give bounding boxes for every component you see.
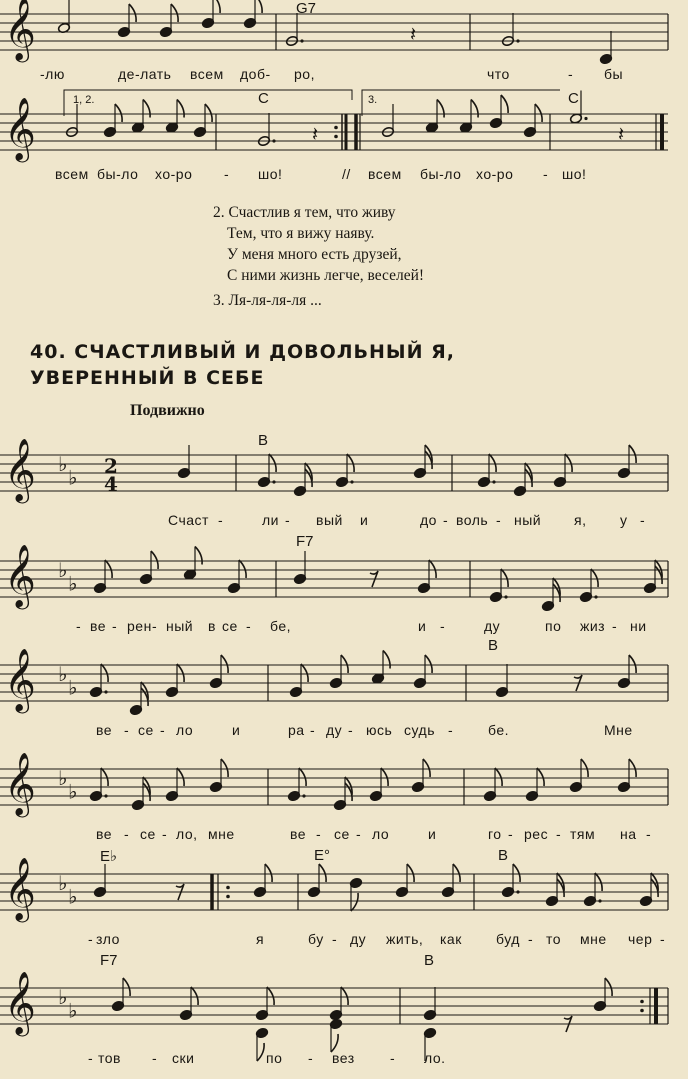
lyric-syllable: - xyxy=(160,722,166,738)
lyric-syllable: бе. xyxy=(488,722,510,738)
note-flag xyxy=(629,655,636,673)
volta-label: 1, 2. xyxy=(73,94,95,106)
lyric-syllable: по xyxy=(545,618,562,634)
note-flag xyxy=(171,4,178,22)
lyric-syllable: - xyxy=(285,512,291,528)
lyric-syllable: бе, xyxy=(270,618,292,634)
lyric-syllable: тов xyxy=(98,1050,121,1066)
lyric-syllable: у xyxy=(620,512,628,528)
lyric-syllable: - xyxy=(162,826,168,842)
note-flag xyxy=(565,454,572,472)
note-flag xyxy=(213,0,220,13)
lyric-syllable: шо! xyxy=(562,166,587,182)
lyric-syllable: что xyxy=(487,66,510,82)
note-flag xyxy=(123,978,130,996)
repeat-dot xyxy=(226,886,230,890)
lyric-syllable: жить, xyxy=(386,931,424,947)
note-flag xyxy=(239,560,246,578)
note-flag xyxy=(501,95,508,113)
treble-clef-icon: 𝄞 xyxy=(4,97,36,160)
note-flag xyxy=(341,655,348,673)
lyric-syllable: ду xyxy=(326,722,343,738)
treble-clef-icon: 𝄞 xyxy=(4,544,36,607)
flat-icon: ♭ xyxy=(68,465,78,490)
flat-icon: ♭ xyxy=(68,571,78,596)
note-dot xyxy=(104,690,107,693)
verse-line: У меня много есть друзей, xyxy=(227,246,402,263)
lyric-syllable: ве xyxy=(290,826,307,842)
note-flag xyxy=(453,864,460,882)
chord-label: B xyxy=(424,952,435,969)
volta-bracket xyxy=(362,90,560,116)
note-flag xyxy=(407,864,414,882)
lyric-syllable: - xyxy=(543,166,549,182)
lyric-syllable: ло. xyxy=(424,1050,446,1066)
lyric-syllable: - xyxy=(88,931,94,947)
lyric-syllable: рес xyxy=(524,826,549,842)
time-signature-bottom: 4 xyxy=(104,472,118,496)
verse-line: 2. Счастлив я тем, что живу xyxy=(213,204,396,221)
flat-icon: ♭ xyxy=(68,998,78,1023)
note-dot xyxy=(516,890,519,893)
lyric-syllable: - xyxy=(124,722,130,738)
lyric-syllable: - xyxy=(443,512,449,528)
lyric-syllable: бы-ло xyxy=(420,166,462,182)
lyric-syllable: в xyxy=(208,618,216,634)
treble-clef-icon: 𝄞 xyxy=(4,438,36,501)
note-flag xyxy=(581,759,588,777)
note-flag xyxy=(605,978,612,996)
note-flag xyxy=(629,445,636,463)
lyric-syllable: - xyxy=(218,512,224,528)
chord-label: B xyxy=(488,637,499,654)
note-flag xyxy=(177,664,184,682)
lyric-syllable: се xyxy=(140,826,156,842)
lyric-syllable: де-лать xyxy=(118,66,172,82)
lyric-syllable: хо-ро xyxy=(155,166,193,182)
chord-label: B xyxy=(258,432,269,449)
lyric-syllable: - xyxy=(332,931,338,947)
note-flag xyxy=(471,100,478,118)
lyric-syllable: зло xyxy=(96,931,120,947)
lyric-syllable: ло xyxy=(372,826,390,842)
lyric-syllable: - xyxy=(88,1050,94,1066)
note-dot xyxy=(584,117,587,120)
lyric-syllable: ро, xyxy=(294,66,315,82)
volta-bracket xyxy=(64,90,352,116)
lyric-syllable: юсь xyxy=(366,722,393,738)
note-dot xyxy=(300,39,303,42)
lyric-syllable: вый xyxy=(316,512,343,528)
note-flag xyxy=(319,864,326,882)
note-flag xyxy=(301,664,308,682)
lyric-syllable: ный xyxy=(166,618,194,634)
note-flag xyxy=(255,0,262,13)
lyric-syllable: се xyxy=(222,618,238,634)
lyric-syllable: до xyxy=(420,512,437,528)
lyric-syllable: ло xyxy=(176,722,194,738)
lyric-syllable: - xyxy=(646,826,652,842)
verse-2 xyxy=(213,202,424,286)
flat-icon: ♭ xyxy=(58,871,68,895)
note-flag xyxy=(177,768,184,786)
lyric-syllable: бы-ло xyxy=(97,166,139,182)
repeat-dot xyxy=(640,1000,644,1004)
lyric-syllable: - xyxy=(76,618,82,634)
repeat-dot xyxy=(640,1009,644,1013)
chord-label: B xyxy=(498,847,509,864)
flat-icon: ♭ xyxy=(58,985,68,1009)
lyric-syllable: и xyxy=(428,826,437,842)
lyric-syllable: - xyxy=(528,931,534,947)
chord-label: C xyxy=(258,90,269,107)
note-dot xyxy=(350,480,353,483)
note-flag xyxy=(489,454,496,472)
lyric-syllable: то xyxy=(546,931,562,947)
lyric-syllable: - xyxy=(308,1050,314,1066)
note-flag xyxy=(191,987,198,1005)
note-dot xyxy=(492,480,495,483)
lyric-syllable: ни xyxy=(630,618,647,634)
verse-line: Тем, что я вижу наяву. xyxy=(227,225,375,242)
lyric-syllable: - xyxy=(640,512,646,528)
chord-label: C xyxy=(568,90,579,107)
lyric-syllable: - xyxy=(356,826,362,842)
note-flag xyxy=(221,759,228,777)
lyric-syllable: - xyxy=(152,1050,158,1066)
rest-icon: 𝄽 xyxy=(410,22,417,46)
time-signature-top: 2 xyxy=(104,454,118,478)
note-dot xyxy=(302,794,305,797)
song-title: 40. СЧАСТЛИВЫЙ И ДОВОЛЬНЫЙ Я, xyxy=(30,341,455,363)
note-flag xyxy=(101,664,108,682)
song-title: УВЕРЕННЫЙ В СЕБЕ xyxy=(30,367,265,389)
lyric-syllable: ски xyxy=(172,1050,195,1066)
lyric-syllable: - xyxy=(348,722,354,738)
flat-icon: ♭ xyxy=(58,558,68,582)
note-flag xyxy=(341,987,348,1005)
lyric-syllable: ду xyxy=(350,931,367,947)
note-flag xyxy=(221,655,228,673)
lyric-syllable: я xyxy=(256,931,265,947)
note-dot xyxy=(272,480,275,483)
lyric-syllable: - xyxy=(556,826,562,842)
note-flag xyxy=(129,4,136,22)
lyric-syllable: буд xyxy=(496,931,520,947)
note-flag xyxy=(269,454,276,472)
note-flag xyxy=(535,104,542,122)
repeat-dot xyxy=(334,126,338,130)
note-flag xyxy=(143,100,150,118)
note-dot xyxy=(598,899,601,902)
note-flag xyxy=(495,768,502,786)
verse-line: С ними жизнь легче, веселей! xyxy=(227,267,425,284)
lyric-syllable: воль xyxy=(456,512,489,528)
lyric-syllable: ло, xyxy=(176,826,198,842)
note-flag xyxy=(501,569,508,587)
lyric-syllable: -лю xyxy=(40,66,65,82)
lyric-syllable: Мне xyxy=(604,722,633,738)
lyric-syllable: - xyxy=(448,722,454,738)
note-dot xyxy=(594,595,597,598)
lyric-syllable: и xyxy=(360,512,369,528)
note-flag xyxy=(101,768,108,786)
treble-clef-icon: 𝄞 xyxy=(4,971,36,1034)
flat-icon: ♭ xyxy=(58,766,68,790)
lyric-syllable: жиз xyxy=(580,618,606,634)
note-flag xyxy=(195,547,202,565)
lyric-syllable: ве xyxy=(90,618,107,634)
lyric-syllable: го xyxy=(488,826,502,842)
note-flag xyxy=(177,100,184,118)
treble-clef-icon: 𝄞 xyxy=(4,857,36,920)
lyric-syllable: - xyxy=(124,826,130,842)
note-flag xyxy=(591,569,598,587)
lyric-syllable: се xyxy=(334,826,350,842)
lyric-syllable: по xyxy=(266,1050,283,1066)
note-flag xyxy=(425,655,432,673)
flat-icon: ♭ xyxy=(58,662,68,686)
lyric-syllable: всем xyxy=(190,66,224,82)
lyric-syllable: - xyxy=(440,618,446,634)
lyric-syllable: - xyxy=(508,826,514,842)
lyric-syllable: вез xyxy=(332,1050,355,1066)
lyric-syllable: ли xyxy=(262,512,279,528)
lyric-syllable: бы xyxy=(604,66,624,82)
lyric-syllable: как xyxy=(440,931,462,947)
note-flag xyxy=(151,551,158,569)
lyric-syllable: шо! xyxy=(258,166,283,182)
repeat-dot xyxy=(226,895,230,899)
lyric-syllable: судь xyxy=(404,722,435,738)
lyric-syllable: - xyxy=(224,166,230,182)
flat-icon: ♭ xyxy=(68,675,78,700)
tempo-marking: Подвижно xyxy=(130,402,205,419)
chord-label: G7 xyxy=(296,0,317,17)
lyric-syllable: - xyxy=(496,512,502,528)
lyric-syllable: се xyxy=(138,722,154,738)
note-flag xyxy=(299,768,306,786)
lyric-syllable: // xyxy=(342,166,351,182)
note-flag xyxy=(629,759,636,777)
volta-label: 3. xyxy=(368,94,378,106)
note-flag xyxy=(257,1043,264,1061)
note-flag xyxy=(437,100,444,118)
note-flag xyxy=(513,864,520,882)
note-dot xyxy=(104,794,107,797)
lyric-syllable: ду xyxy=(484,618,501,634)
note-flag xyxy=(383,651,390,669)
lyric-syllable: - xyxy=(310,722,316,738)
lyric-syllable: - xyxy=(112,618,118,634)
lyric-syllable: - xyxy=(390,1050,396,1066)
lyric-syllable: я, xyxy=(574,512,587,528)
note-flag xyxy=(351,893,358,911)
chord-label: E° xyxy=(314,847,331,864)
lyric-syllable: - xyxy=(612,618,618,634)
chord-label: E♭ xyxy=(100,848,118,865)
flat-icon: ♭ xyxy=(68,779,78,804)
note-flag xyxy=(267,987,274,1005)
flat-icon: ♭ xyxy=(58,452,68,476)
lyric-syllable: всем xyxy=(55,166,89,182)
lyric-syllable: бу xyxy=(308,931,324,947)
lyric-syllable: - xyxy=(568,66,574,82)
lyric-syllable: ра xyxy=(288,722,305,738)
verse-3: 3. Ля-ля-ля-ля ... xyxy=(213,292,322,309)
note-flag xyxy=(537,768,544,786)
note-flag xyxy=(115,104,122,122)
rest-icon: 𝄽 xyxy=(618,122,625,146)
treble-clef-icon: 𝄞 xyxy=(4,648,36,711)
repeat-dot xyxy=(334,135,338,139)
note-dot xyxy=(516,39,519,42)
note-flag xyxy=(265,864,272,882)
lyric-syllable: доб- xyxy=(240,66,271,82)
treble-clef-icon: 𝄞 xyxy=(4,0,36,60)
note-flag xyxy=(429,560,436,578)
lyric-syllable: - xyxy=(246,618,252,634)
lyric-syllable: тям xyxy=(570,826,596,842)
lyric-syllable: и xyxy=(232,722,241,738)
note-flag xyxy=(205,104,212,122)
note-dot xyxy=(504,595,507,598)
lyric-syllable: и xyxy=(418,618,427,634)
treble-clef-icon: 𝄞 xyxy=(4,752,36,815)
lyric-syllable: - xyxy=(660,931,666,947)
note-flag xyxy=(347,454,354,472)
lyric-syllable: - xyxy=(316,826,322,842)
rest-icon: 𝄽 xyxy=(312,122,319,146)
lyric-syllable: - xyxy=(152,618,158,634)
lyric-syllable: ве xyxy=(96,722,113,738)
note-dot xyxy=(272,139,275,142)
lyric-syllable: чер xyxy=(628,931,653,947)
lyric-syllable: хо-ро xyxy=(476,166,514,182)
lyric-syllable: всем xyxy=(368,166,402,182)
note-flag xyxy=(105,560,112,578)
note-flag xyxy=(595,873,602,891)
flat-icon: ♭ xyxy=(68,884,78,909)
note-flag xyxy=(381,768,388,786)
note-flag xyxy=(423,759,430,777)
lyric-syllable: мне xyxy=(208,826,235,842)
chord-label: F7 xyxy=(100,952,118,969)
lyric-syllable: мне xyxy=(580,931,607,947)
lyric-syllable: рен xyxy=(127,618,152,634)
lyric-syllable: ный xyxy=(514,512,542,528)
chord-label: F7 xyxy=(296,533,314,550)
lyric-syllable: ве xyxy=(96,826,113,842)
lyric-syllable: на xyxy=(620,826,637,842)
lyric-syllable: Счаст xyxy=(168,512,209,528)
